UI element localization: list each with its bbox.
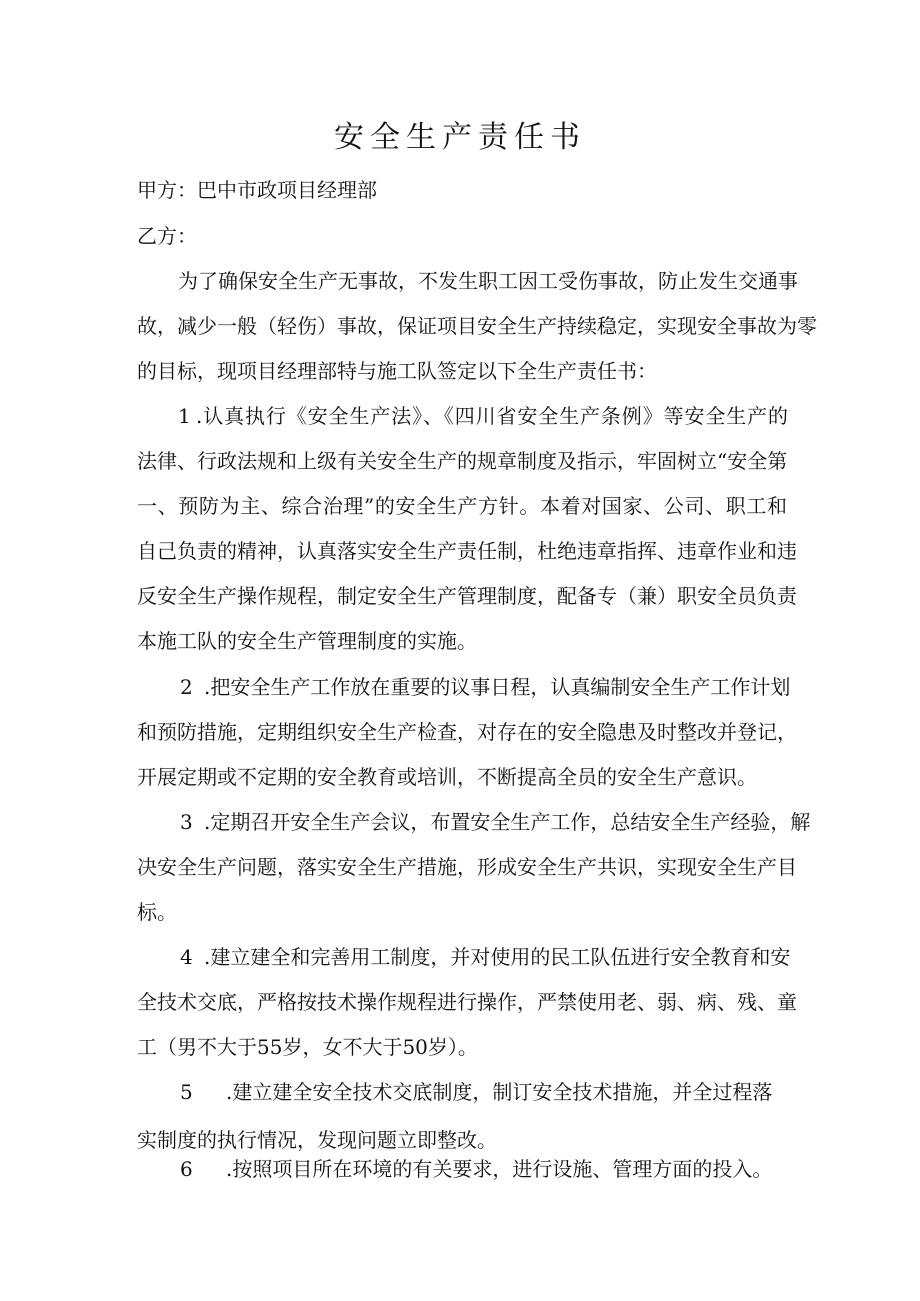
clause-1-line-6: 本施工队的安全生产管理制度的实施。 bbox=[137, 629, 477, 653]
party-b: 乙方： bbox=[137, 224, 197, 248]
clause-1-line-3: 一、预防为主、综合治理”的安全生产方针。本着对国家、公司、职工和 bbox=[137, 494, 787, 518]
clause-1-line-1: .认真执行《安全生产法》、《四川省安全生产条例》等安全生产的 bbox=[196, 404, 788, 428]
clause-1-line-2: 法律、行政法规和上级有关安全生产的规章制度及指示，牢固树立“安全第 bbox=[137, 449, 788, 473]
clause-1-line-5: 反安全生产操作规程，制定安全生产管理制度，配备专（兼）职安全员负责 bbox=[137, 584, 797, 608]
clause-4-line-1: .建立建全和完善用工制度，并对使用的民工队伍进行安全教育和安 bbox=[204, 945, 791, 969]
clause-3-line-1: .定期召开安全生产会议，布置安全生产工作，总结安全生产经验，解 bbox=[204, 810, 811, 834]
clause-2-line-2: 和预防措施，定期组织安全生产检查，对存在的安全隐患及时整改并登记， bbox=[137, 720, 797, 744]
clause-2-number: 2 bbox=[180, 675, 193, 699]
clause-4-line-2: 全技术交底，严格按技术操作规程进行操作，严禁使用老、弱、病、残、童 bbox=[137, 990, 797, 1014]
clause-4-number: 4 bbox=[180, 945, 193, 969]
clause-4-line-3: 工（男不大于55岁，女不大于50岁）。 bbox=[137, 1035, 478, 1059]
clause-3-line-2: 决安全生产问题，落实安全生产措施，形成安全生产共识，实现安全生产目 bbox=[137, 855, 797, 879]
clause-5-number: 5 bbox=[180, 1080, 193, 1104]
clause-5-line-1: .建立建全安全技术交底制度，制订安全技术措施，并全过程落 bbox=[226, 1080, 773, 1104]
intro-line-2: 故，减少一般（轻伤）事故，保证项目安全生产持续稳定，实现安全事故为零 bbox=[137, 314, 817, 338]
clause-1-number: 1 bbox=[178, 404, 191, 428]
clause-5-line-2: 实制度的执行情况，发现问题立即整改。 bbox=[137, 1128, 497, 1152]
clause-2-line-3: 开展定期或不定期的安全教育或培训，不断提高全员的安全生产意识。 bbox=[137, 765, 757, 789]
clause-1-line-4: 自己负责的精神，认真落实安全生产责任制，杜绝违章指挥、违章作业和违 bbox=[137, 539, 797, 563]
clause-6-number: 6 bbox=[180, 1157, 193, 1181]
clause-2-line-1: .把安全生产工作放在重要的议事日程，认真编制安全生产工作计划 bbox=[204, 675, 791, 699]
clause-3-number: 3 bbox=[180, 810, 193, 834]
party-a: 甲方：巴中市政项目经理部 bbox=[137, 178, 377, 202]
clause-6-line-1: .按照项目所在环境的有关要求，进行设施、管理方面的投入。 bbox=[226, 1157, 773, 1181]
intro-line-3: 的目标，现项目经理部特与施工队签定以下全生产责任书： bbox=[137, 359, 657, 383]
intro-line-1: 为了确保安全生产无事故，不发生职工因工受伤事故，防止发生交通事 bbox=[178, 269, 798, 293]
clause-3-line-3: 标。 bbox=[137, 900, 177, 924]
document-title: 安全生产责任书 bbox=[334, 120, 586, 155]
